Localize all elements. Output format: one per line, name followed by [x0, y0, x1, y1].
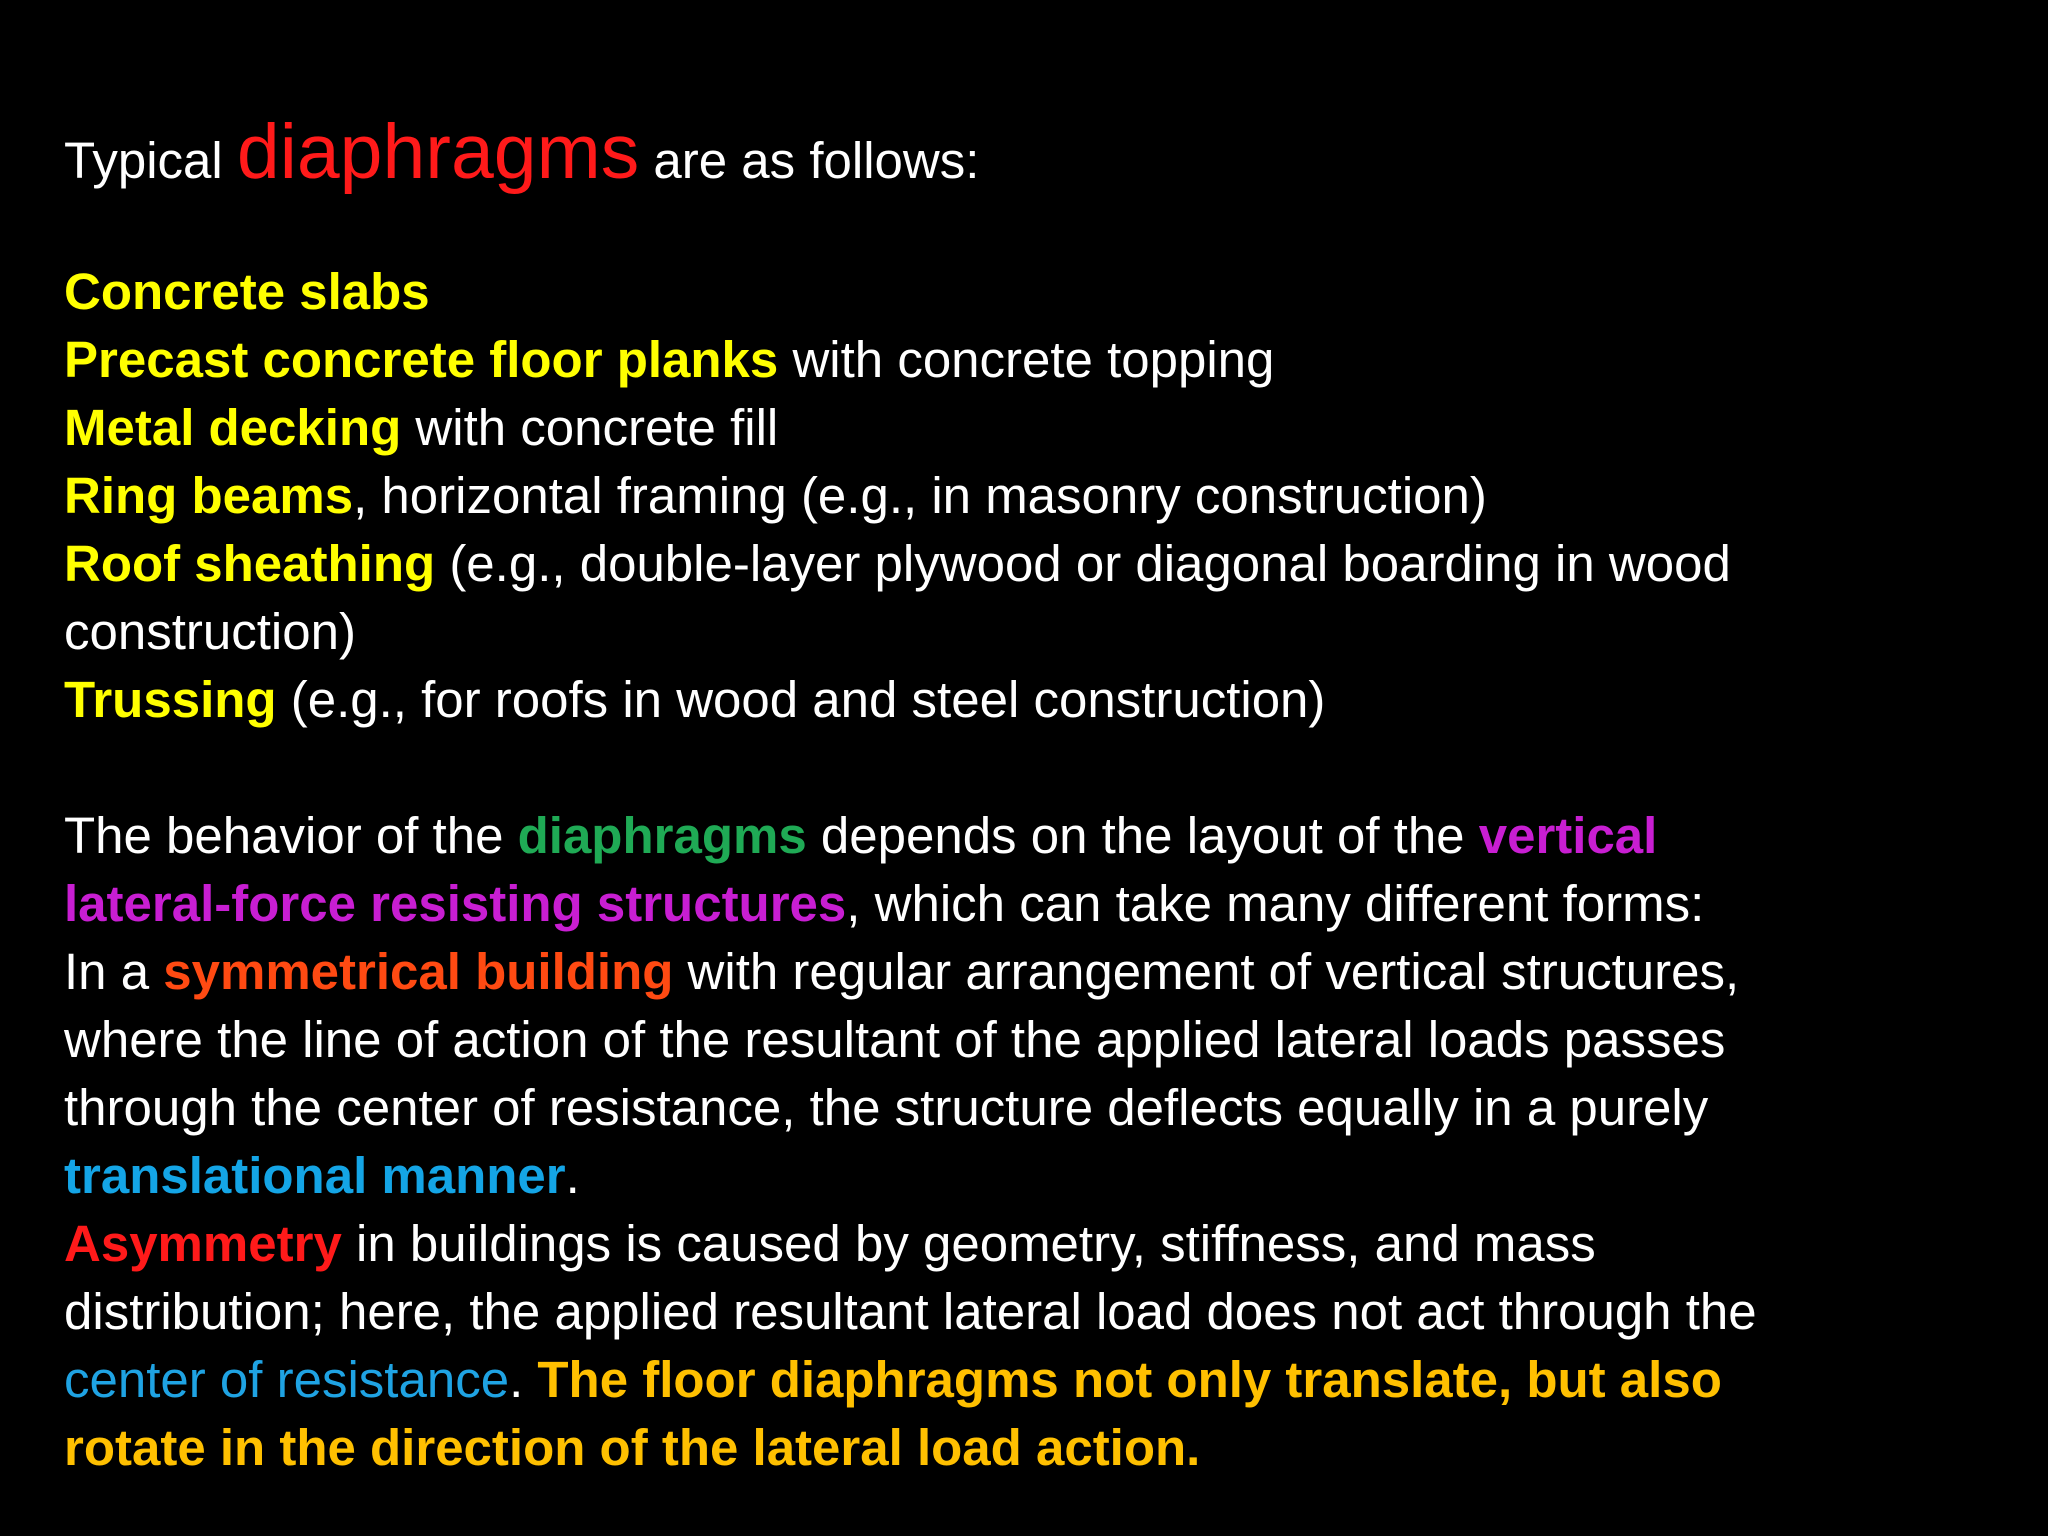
behavior-vertical: vertical [1478, 807, 1658, 864]
behavior-line-1 [64, 802, 1657, 870]
list-item [64, 462, 1487, 530]
behavior-line-6 [64, 1142, 580, 1210]
list-item-rest: (e.g., double-layer plywood or diagonal boarding in wood [435, 535, 1731, 592]
asymmetry-text: in buildings is caused by geometry, stiffness, and mass [341, 1215, 1596, 1272]
asymmetry-line-3 [64, 1346, 1722, 1414]
asymmetry-term: Asymmetry [64, 1215, 342, 1272]
list-item-cont: construction) [64, 603, 356, 660]
asymmetry-text: distribution; here, the applied resultant lateral load does not act through the [64, 1283, 1757, 1340]
behavior-diaphragms: diaphragms [517, 807, 807, 864]
asymmetry-text: . [509, 1351, 538, 1408]
behavior-lateral-structures: lateral-force resisting structures [64, 875, 847, 932]
behavior-line-5 [64, 1074, 1708, 1142]
behavior-text: The behavior of the [64, 807, 518, 864]
list-item-rest: (e.g., for roofs in wood and steel construction) [276, 671, 1326, 728]
asymmetry-center-of-resistance: center of resistance [64, 1351, 510, 1408]
intro-diaphragms-highlight: diaphragms [236, 109, 640, 195]
behavior-text: depends on the layout of the [806, 807, 1479, 864]
list-item-bold: Precast concrete floor planks [64, 331, 779, 388]
behavior-translational-manner: translational manner [64, 1147, 566, 1204]
asymmetry-conclusion: The floor diaphragms not only translate, but also [537, 1351, 1722, 1408]
intro-line [64, 109, 980, 195]
intro-after: are as follows: [639, 132, 980, 189]
asymmetry-conclusion: rotate in the direction of the lateral load action. [64, 1419, 1201, 1476]
behavior-line-4 [64, 1006, 1725, 1074]
behavior-text: where the line of action of the resultant of the applied lateral loads passes [64, 1011, 1726, 1068]
behavior-text: through the center of resistance, the structure deflects equally in a purely [64, 1079, 1709, 1136]
list-item-continuation [64, 598, 356, 666]
list-item-rest: with concrete fill [401, 399, 779, 456]
behavior-symmetrical-building: symmetrical building [163, 943, 674, 1000]
list-item [64, 666, 1325, 734]
list-item-bold: Ring beams [64, 467, 354, 524]
asymmetry-line-4 [64, 1414, 1200, 1482]
behavior-text: In a [64, 943, 164, 1000]
list-item [64, 394, 778, 462]
list-item-bold: Roof sheathing [64, 535, 436, 592]
behavior-line-3 [64, 938, 1739, 1006]
behavior-text: with regular arrangement of vertical structures, [673, 943, 1740, 1000]
list-item-bold: Trussing [64, 671, 277, 728]
behavior-text: . [565, 1147, 580, 1204]
intro-before: Typical [64, 132, 237, 189]
asymmetry-line-2 [64, 1278, 1757, 1346]
list-item [64, 258, 430, 326]
list-item-rest: , horizontal framing (e.g., in masonry construction) [353, 467, 1487, 524]
list-item [64, 326, 1274, 394]
list-item [64, 530, 1731, 598]
list-item-bold: Metal decking [64, 399, 402, 456]
behavior-line-2 [64, 870, 1704, 938]
list-item-rest: with concrete topping [778, 331, 1275, 388]
behavior-text: , which can take many different forms: [846, 875, 1705, 932]
asymmetry-line-1 [64, 1210, 1596, 1278]
list-item-bold: Concrete slabs [64, 263, 430, 320]
